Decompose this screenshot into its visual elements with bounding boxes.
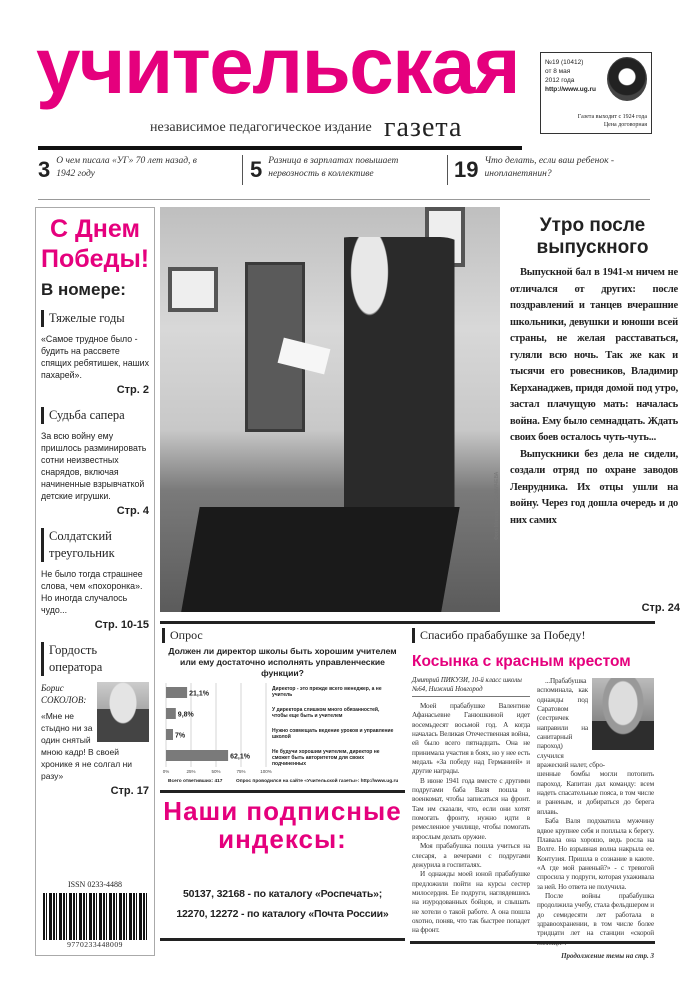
barcode-block — [41, 880, 149, 949]
sidebar-item-title[interactable]: Судьба сапера — [41, 407, 149, 424]
paragraph: Баба Валя подхватила мужчину вдвое крупнее себя и поплыла к берегу. Плавала она хорошо, ведь росла на Волге. Но взрывная волна накрыла ее. Контузия. Пришла в сознание в каюте. «А где мой раненый?» - с тревогой спросила у подруги, которая ухаживала за ней. Но ответа не получила. — [537, 817, 654, 891]
article2-author: Дмитрий ПИКУЗИ, 10-й класс школы №64, Нижний Новгород — [412, 676, 530, 697]
tick-label: 75% — [236, 769, 246, 774]
paragraph: ...Прабабушка вспоминала, как однажды под Саратовом (сестричек направили на санитарный пароход) случился вражеский налет, сбро- — [537, 677, 605, 770]
category-label: Директор - это прежде всего менеджер, а не учитель — [272, 686, 382, 698]
sidebar-item-text: «Самое трудное было - будить на рассвете спящих ребятишек, наших пахарей». — [41, 334, 149, 380]
poll-bar — [166, 729, 173, 740]
masthead-title: учительская — [36, 21, 519, 110]
issue-date-2: 2012 года — [545, 77, 575, 84]
teaser[interactable] — [38, 155, 216, 181]
bar-value-label: 21,1% — [189, 690, 209, 698]
article2-section: Спасибо прабабушке за Победу! — [412, 628, 585, 643]
bar-value-label: 9,8% — [177, 711, 194, 719]
sokolov-photo — [97, 682, 149, 742]
teaser-page: 3 — [38, 157, 51, 182]
sidebar-item-title[interactable]: Солдатский треугольник — [41, 528, 121, 562]
poll-source: Опрос проводился на сайте «Учительской газеты»: http://www.ug.ru — [236, 779, 399, 784]
photo-credit: Фото Михаила КУЗЬМИЧЕВА — [494, 471, 500, 540]
sidebar-item-title[interactable]: Гордость оператора — [41, 642, 121, 676]
divider — [410, 941, 655, 944]
article2-title[interactable]: Косынка с красным крестом — [412, 653, 631, 670]
paragraph: Моя прабабушка пошла учиться на слесаря, а вечерами с подругами дежурила в госпиталях. — [412, 842, 530, 869]
issn: ISSN 0233-4488 — [67, 880, 122, 889]
lead-photo — [160, 207, 500, 612]
table — [180, 507, 459, 612]
poll-chart — [160, 681, 405, 777]
paragraph: Выпускной бал в 1941-м ничем не отличался от других: после поздравлений и танцев вчерашние школьники, девушки и юноши всей страны, не желая расставаться, гуляли всю ночь. Так же как и тысячи его ровесников, Владимир Керханаджев, придя домой под утро, застал плачущую мать: началась война. Ему было семнадцать. Ждать своих боев осталось чуть-чуть... — [510, 267, 678, 443]
info-footer — [551, 113, 647, 129]
author-photo — [592, 678, 654, 750]
barcode-number: 9770233448009 — [43, 940, 147, 949]
issue-info-box — [540, 52, 652, 134]
teaser[interactable] — [454, 155, 644, 181]
tick-label: 0% — [162, 769, 170, 774]
issue-number: №19 (10412) — [545, 59, 584, 66]
veteran-figure — [310, 237, 480, 527]
paragraph: Моей прабабушке Валентине Афанасьевне Ганюшкиной идет восемьдесят восьмой год. А когда началась Великая Отечественная война, ей было всего пятнадцать. Она не принимала участия в боях, но у нее есть медаль «За победу над Германией» и другие награды. — [412, 702, 530, 776]
continued-note[interactable]: Продолжение темы на стр. 3 — [561, 951, 654, 960]
sidebar-item-title[interactable]: Тяжелые годы — [41, 310, 149, 327]
sidebar-item-page: Стр. 10-15 — [94, 619, 149, 631]
teaser-text: О чем писала «УГ» 70 лет назад, в 1942 году — [56, 156, 197, 179]
lead-body — [510, 265, 678, 529]
teaser-page: 5 — [250, 157, 263, 182]
divider — [447, 155, 448, 185]
masthead-subtitle: независимое педагогическое издание — [150, 120, 372, 135]
subscription-heading: Наши подписные индексы: — [163, 796, 402, 854]
sidebar-item-text: Не было тогда страшнее слова, чем «похоронка». Но иногда случалось чудо... — [41, 569, 143, 615]
sidebar-item-page: Стр. 2 — [116, 384, 149, 396]
poll-bar — [166, 687, 187, 698]
sidebar-item-page: Стр. 4 — [116, 505, 149, 517]
sidebar-contents — [35, 207, 155, 956]
sidebar-item-page: Стр. 17 — [110, 785, 149, 797]
teaser[interactable] — [250, 155, 428, 181]
sidebar-item-body — [41, 682, 149, 782]
paragraph: В июне 1941 года вместе с другими подругами баба Валя пошла в военкомат, чтобы записаться на фронт. Там им сказали, что, если они хотят помогать фронту, нужно идти в ремесленное училище, чтобы помогать взрослым делать оружие. — [412, 776, 530, 841]
poll-section — [160, 626, 405, 786]
subscription-line: 12270, 12272 - по каталогу «Почта России» — [176, 908, 389, 920]
subscription-line: 50137, 32168 - по каталогу «Роспечать»; — [182, 888, 383, 900]
seal-logo-icon — [607, 57, 647, 101]
since-text: Газета выходит с 1924 года — [577, 114, 647, 120]
tick-label: 25% — [186, 769, 196, 774]
teaser-text: Разница в зарплатах повышает нервозность в коллективе — [268, 156, 399, 179]
tick-label: 100% — [260, 769, 272, 774]
paragraph: Выпускники без дела не сидели, создали отряд по охране заводов Ленрудника. Их отцы ушли на войну. Через год дошла очередь и до них самих — [510, 448, 678, 526]
wall-picture — [168, 267, 218, 312]
sidebar-item-author: Борис СОКОЛОВ: — [41, 683, 87, 705]
poll-total: Всего ответивших: 417 — [168, 779, 223, 784]
paragraph: И однажды моей юной прабабушке предложили пойти на курсы сестер милосердия. Ее подруги, наглядевшись на изуродованных бойцов, и слышать не хотели о такой работе. А она пошла охотно, поняв, что так быстрее попадет на фронт. — [412, 870, 530, 935]
tick-label: 50% — [211, 769, 221, 774]
victory-greeting: С Днем Победы! — [41, 215, 150, 273]
sidebar-item-text: За всю войну ему пришлось разминировать сотни неизвестных снарядов, включая начиненные взрывчаткой детские игрушки. — [41, 431, 147, 501]
lead-article — [505, 215, 680, 615]
category-label: У директора слишком много обязанностей, чтобы еще быть и учителем — [272, 707, 380, 719]
barcode — [43, 893, 147, 949]
article2-column — [412, 702, 530, 936]
divider — [160, 938, 405, 941]
divider — [160, 790, 405, 793]
bar-value-label: 62,1% — [230, 753, 250, 761]
paragraph: После войны прабабушка продолжила учебу, стала фельдшером и до семидесяти лет работала в здравоохранении, в том числе более тридцати лет на станции «скорой — [537, 891, 654, 938]
category-label: Нужно совмещать ведение уроков и управление школой — [272, 728, 394, 740]
poll-bar — [166, 708, 176, 719]
poll-section-title: Опрос — [162, 628, 203, 643]
article2-column — [537, 677, 654, 961]
lead-title[interactable]: Утро после выпускного — [536, 215, 649, 258]
price-text: Цена договорная — [603, 122, 647, 128]
divider — [38, 199, 650, 200]
in-issue-heading: В номере: — [41, 280, 126, 299]
divider — [242, 155, 243, 185]
lead-page: Стр. 24 — [641, 602, 680, 614]
quote-text: «Мне не стыдно ни за один снятый мною кадр! В своей хронике я не солгал ни разу» — [41, 711, 133, 781]
masthead-rule — [38, 146, 522, 150]
paragraph: шенные бомбы могли потопить пароход. Капитан дал команду: всем надеть спасательные пояса, в том числе и раненым, и добираться до берега вплавь. — [537, 770, 654, 816]
teaser-text: Что делать, если ваш ребенок - инопланетянин? — [484, 156, 615, 179]
masthead-gazeta: газета — [384, 112, 463, 143]
poll-bar — [166, 750, 228, 761]
site-url[interactable]: http://www.ug.ru — [545, 86, 597, 93]
issue-date-1: от 8 мая — [545, 68, 571, 75]
bar-value-label: 7% — [175, 732, 186, 740]
subscription-indexes — [160, 884, 405, 924]
category-label: Не будучи хорошим учителем, директор не сможет быть авторитетом для своих подчиненных — [272, 749, 380, 767]
divider — [160, 621, 655, 624]
poll-question: Должен ли директор школы быть хорошим учителем или ему достаточно исполнять управленческие функции? — [168, 646, 397, 678]
teaser-page: 19 — [454, 157, 479, 182]
